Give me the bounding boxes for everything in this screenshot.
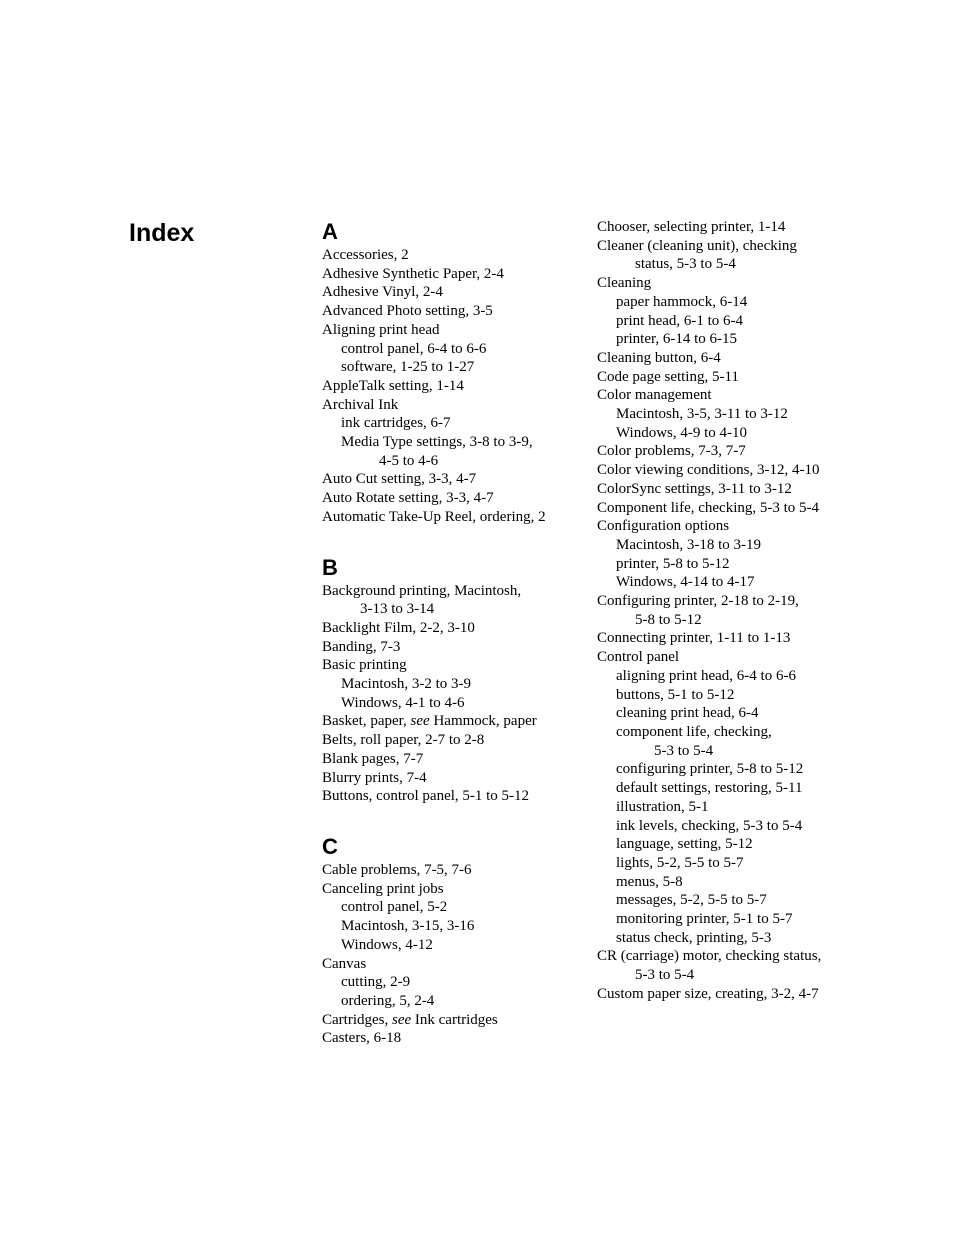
entry-continuation: 3-13 to 3-14 <box>360 601 435 618</box>
index-subentry <box>597 891 937 910</box>
index-entry <box>322 656 584 675</box>
entry-text: Macintosh, 3-18 to 3-19 <box>616 536 761 553</box>
entry-text: messages, 5-2, 5-5 to 5-7 <box>616 892 767 909</box>
index-column-2 <box>597 218 937 1031</box>
entry-text: ordering, 5, 2-4 <box>341 992 435 1009</box>
entry-text: Configuration options <box>597 518 730 535</box>
entry-text: cutting, 2-9 <box>341 974 411 991</box>
entry-text: status check, printing, 5-3 <box>616 929 772 946</box>
index-subentry <box>597 555 937 574</box>
index-column-1 <box>322 218 584 1075</box>
entry-text: printer, 6-14 to 6-15 <box>616 331 738 348</box>
index-subentry <box>597 312 937 331</box>
entry-text: Accessories, 2 <box>322 247 409 263</box>
index-subentry <box>322 936 584 955</box>
index-entry <box>322 377 584 396</box>
index-entry <box>597 218 937 237</box>
entry-text: Background printing, Macintosh, <box>322 582 522 599</box>
index-entry <box>322 619 584 638</box>
index-entry <box>597 442 937 461</box>
entry-text: Hammock, paper <box>429 713 537 730</box>
index-subentry <box>597 798 937 817</box>
index-entry <box>322 265 584 284</box>
index-entry <box>597 461 937 480</box>
index-entry <box>322 750 584 769</box>
entry-text: Canceling print jobs <box>322 880 444 897</box>
index-entry <box>322 731 584 750</box>
entry-text: Blurry prints, 7-4 <box>322 769 427 786</box>
index-entry <box>597 648 937 667</box>
entry-text: Cartridges, <box>322 1011 392 1028</box>
entry-text: control panel, 6-4 to 6-6 <box>341 340 487 357</box>
index-entry <box>322 508 584 527</box>
entry-text: Code page setting, 5-11 <box>597 368 739 385</box>
entry-text: printer, 5-8 to 5-12 <box>616 555 730 572</box>
index-subentry <box>597 686 937 705</box>
index-entry <box>597 985 937 1004</box>
index-subentry <box>597 667 937 686</box>
index-subentry <box>597 779 937 798</box>
index-subentry <box>322 675 584 694</box>
index-subentry <box>597 536 937 555</box>
index-subentry <box>322 973 584 992</box>
entry-text: Windows, 4-14 to 4-17 <box>616 574 755 591</box>
index-entry <box>597 517 937 536</box>
entry-text: ink levels, checking, 5-3 to 5-4 <box>616 817 803 834</box>
entry-continuation: 5-3 to 5-4 <box>654 742 714 759</box>
index-entry <box>322 712 584 731</box>
entry-continuation: status, 5-3 to 5-4 <box>635 256 736 273</box>
index-subentry <box>597 760 937 779</box>
index-subentry <box>597 723 937 760</box>
index-entry <box>322 769 584 788</box>
entry-continuation: 5-3 to 5-4 <box>635 967 695 984</box>
index-entry <box>322 787 584 806</box>
index-subentry <box>597 929 937 948</box>
entry-text: lights, 5-2, 5-5 to 5-7 <box>616 854 744 871</box>
index-entry <box>597 368 937 387</box>
index-subentry <box>322 917 584 936</box>
index-section <box>322 833 584 1048</box>
see-reference: see <box>410 713 430 730</box>
index-subentry <box>322 358 584 377</box>
entry-text: Ink cartridges <box>411 1011 498 1028</box>
entry-text: Color problems, 7-3, 7-7 <box>597 443 746 460</box>
entry-continuation: 4-5 to 4-6 <box>379 452 439 469</box>
index-subentry <box>597 835 937 854</box>
entry-text: component life, checking, <box>616 723 772 740</box>
entry-text: Blank pages, 7-7 <box>322 750 424 767</box>
index-subentry <box>322 433 584 470</box>
entry-text: Color management <box>597 387 712 404</box>
index-entry <box>597 480 937 499</box>
see-reference: see <box>391 1011 412 1028</box>
entry-text: Advanced Photo setting, 3-5 <box>322 303 493 320</box>
index-entry <box>322 638 584 657</box>
entry-text: Windows, 4-1 to 4-6 <box>341 694 465 711</box>
index-subentry <box>597 293 937 312</box>
entry-text: Basic printing <box>322 657 407 674</box>
entry-text: cleaning print head, 6-4 <box>616 705 759 722</box>
index-entry <box>322 861 584 880</box>
entry-text: Auto Cut setting, 3-3, 4-7 <box>322 471 477 488</box>
index-entry <box>322 302 584 321</box>
entry-text: Control panel <box>597 649 680 666</box>
entry-text: Windows, 4-12 <box>341 936 433 953</box>
index-subentry <box>597 854 937 873</box>
index-section <box>322 554 584 806</box>
index-entry <box>322 1011 584 1030</box>
entry-text: Macintosh, 3-2 to 3-9 <box>341 676 471 693</box>
entry-continuation: 5-8 to 5-12 <box>635 611 702 628</box>
index-entry <box>322 283 584 302</box>
entry-text: Automatic Take-Up Reel, ordering, 2 <box>322 508 546 525</box>
entry-text: Color viewing conditions, 3-12, 4-10 <box>597 462 820 479</box>
index-section <box>322 218 584 527</box>
index-entry <box>322 321 584 340</box>
entry-text: Adhesive Vinyl, 2-4 <box>322 284 443 301</box>
entry-text: Connecting printer, 1-11 to 1-13 <box>597 630 791 647</box>
entry-text: language, setting, 5-12 <box>616 836 753 853</box>
entry-text: Chooser, selecting printer, 1-14 <box>597 219 786 235</box>
index-entry <box>597 274 937 293</box>
index-subentry <box>322 414 584 433</box>
entry-text: software, 1-25 to 1-27 <box>341 359 475 376</box>
entry-text: Casters, 6-18 <box>322 1030 402 1047</box>
entry-text: Custom paper size, creating, 3-2, 4-7 <box>597 985 819 1002</box>
index-subentry <box>322 340 584 359</box>
entry-text: Buttons, control panel, 5-1 to 5-12 <box>322 788 530 805</box>
letter-heading: A <box>322 219 338 244</box>
index-entry <box>322 396 584 415</box>
index-subentry <box>322 898 584 917</box>
index-section <box>597 218 937 1004</box>
entry-text: print head, 6-1 to 6-4 <box>616 312 744 329</box>
entry-text: monitoring printer, 5-1 to 5-7 <box>616 911 793 928</box>
index-entry <box>597 386 937 405</box>
entry-text: AppleTalk setting, 1-14 <box>322 377 464 394</box>
index-subentry <box>597 910 937 929</box>
entry-text: Cleaning button, 6-4 <box>597 349 721 366</box>
entry-text: default settings, restoring, 5-11 <box>616 780 803 797</box>
index-entry <box>322 955 584 974</box>
index-entry <box>597 592 937 629</box>
entry-text: Banding, 7-3 <box>322 638 401 655</box>
index-subentry <box>322 694 584 713</box>
page-title: Index <box>129 219 195 247</box>
entry-text: Aligning print head <box>322 321 440 338</box>
entry-text: Basket, paper, <box>322 713 411 730</box>
entry-text: Backlight Film, 2-2, 3-10 <box>322 619 475 636</box>
entry-text: Canvas <box>322 955 367 972</box>
entry-text: Archival Ink <box>322 396 399 413</box>
index-entry <box>322 880 584 899</box>
entry-text: control panel, 5-2 <box>341 899 448 916</box>
index-subentry <box>597 405 937 424</box>
entry-text: ColorSync settings, 3-11 to 3-12 <box>597 480 792 497</box>
entry-text: buttons, 5-1 to 5-12 <box>616 686 735 703</box>
entry-text: menus, 5-8 <box>616 873 683 890</box>
index-subentry <box>597 573 937 592</box>
index-entry <box>597 349 937 368</box>
index-entry <box>597 947 937 984</box>
letter-heading: B <box>322 554 338 580</box>
entry-text: Cleaning <box>597 275 652 292</box>
entry-text: paper hammock, 6-14 <box>616 293 748 310</box>
entry-text: Cleaner (cleaning unit), checking <box>597 237 797 254</box>
entry-text: ink cartridges, 6-7 <box>341 415 451 432</box>
index-subentry <box>597 424 937 443</box>
entry-text: aligning print head, 6-4 to 6-6 <box>616 667 796 684</box>
index-subentry <box>597 817 937 836</box>
entry-text: Windows, 4-9 to 4-10 <box>616 424 748 441</box>
entry-text: Macintosh, 3-5, 3-11 to 3-12 <box>616 406 788 423</box>
letter-heading: C <box>322 833 338 859</box>
index-entry <box>322 246 584 265</box>
index-subentry <box>597 330 937 349</box>
entry-text: Belts, roll paper, 2-7 to 2-8 <box>322 732 485 749</box>
entry-text: Adhesive Synthetic Paper, 2-4 <box>322 265 504 282</box>
entry-text: Component life, checking, 5-3 to 5-4 <box>597 499 820 516</box>
index-entry <box>597 237 937 274</box>
entry-text: configuring printer, 5-8 to 5-12 <box>616 761 804 778</box>
entry-text: illustration, 5-1 <box>616 798 709 815</box>
entry-text: Macintosh, 3-15, 3-16 <box>341 918 475 935</box>
entry-text: Media Type settings, 3-8 to 3-9, <box>341 434 533 451</box>
entry-text: CR (carriage) motor, checking status, <box>597 948 822 965</box>
index-entry <box>597 499 937 518</box>
index-subentry <box>597 704 937 723</box>
index-subentry <box>322 992 584 1011</box>
index-entry <box>322 470 584 489</box>
index-subentry <box>597 873 937 892</box>
entry-text: Auto Rotate setting, 3-3, 4-7 <box>322 490 494 507</box>
index-entry <box>322 582 584 619</box>
index-entry <box>597 629 937 648</box>
index-entry <box>322 1029 584 1048</box>
index-entry <box>322 489 584 508</box>
entry-text: Cable problems, 7-5, 7-6 <box>322 861 472 878</box>
entry-text: Configuring printer, 2-18 to 2-19, <box>597 593 799 610</box>
